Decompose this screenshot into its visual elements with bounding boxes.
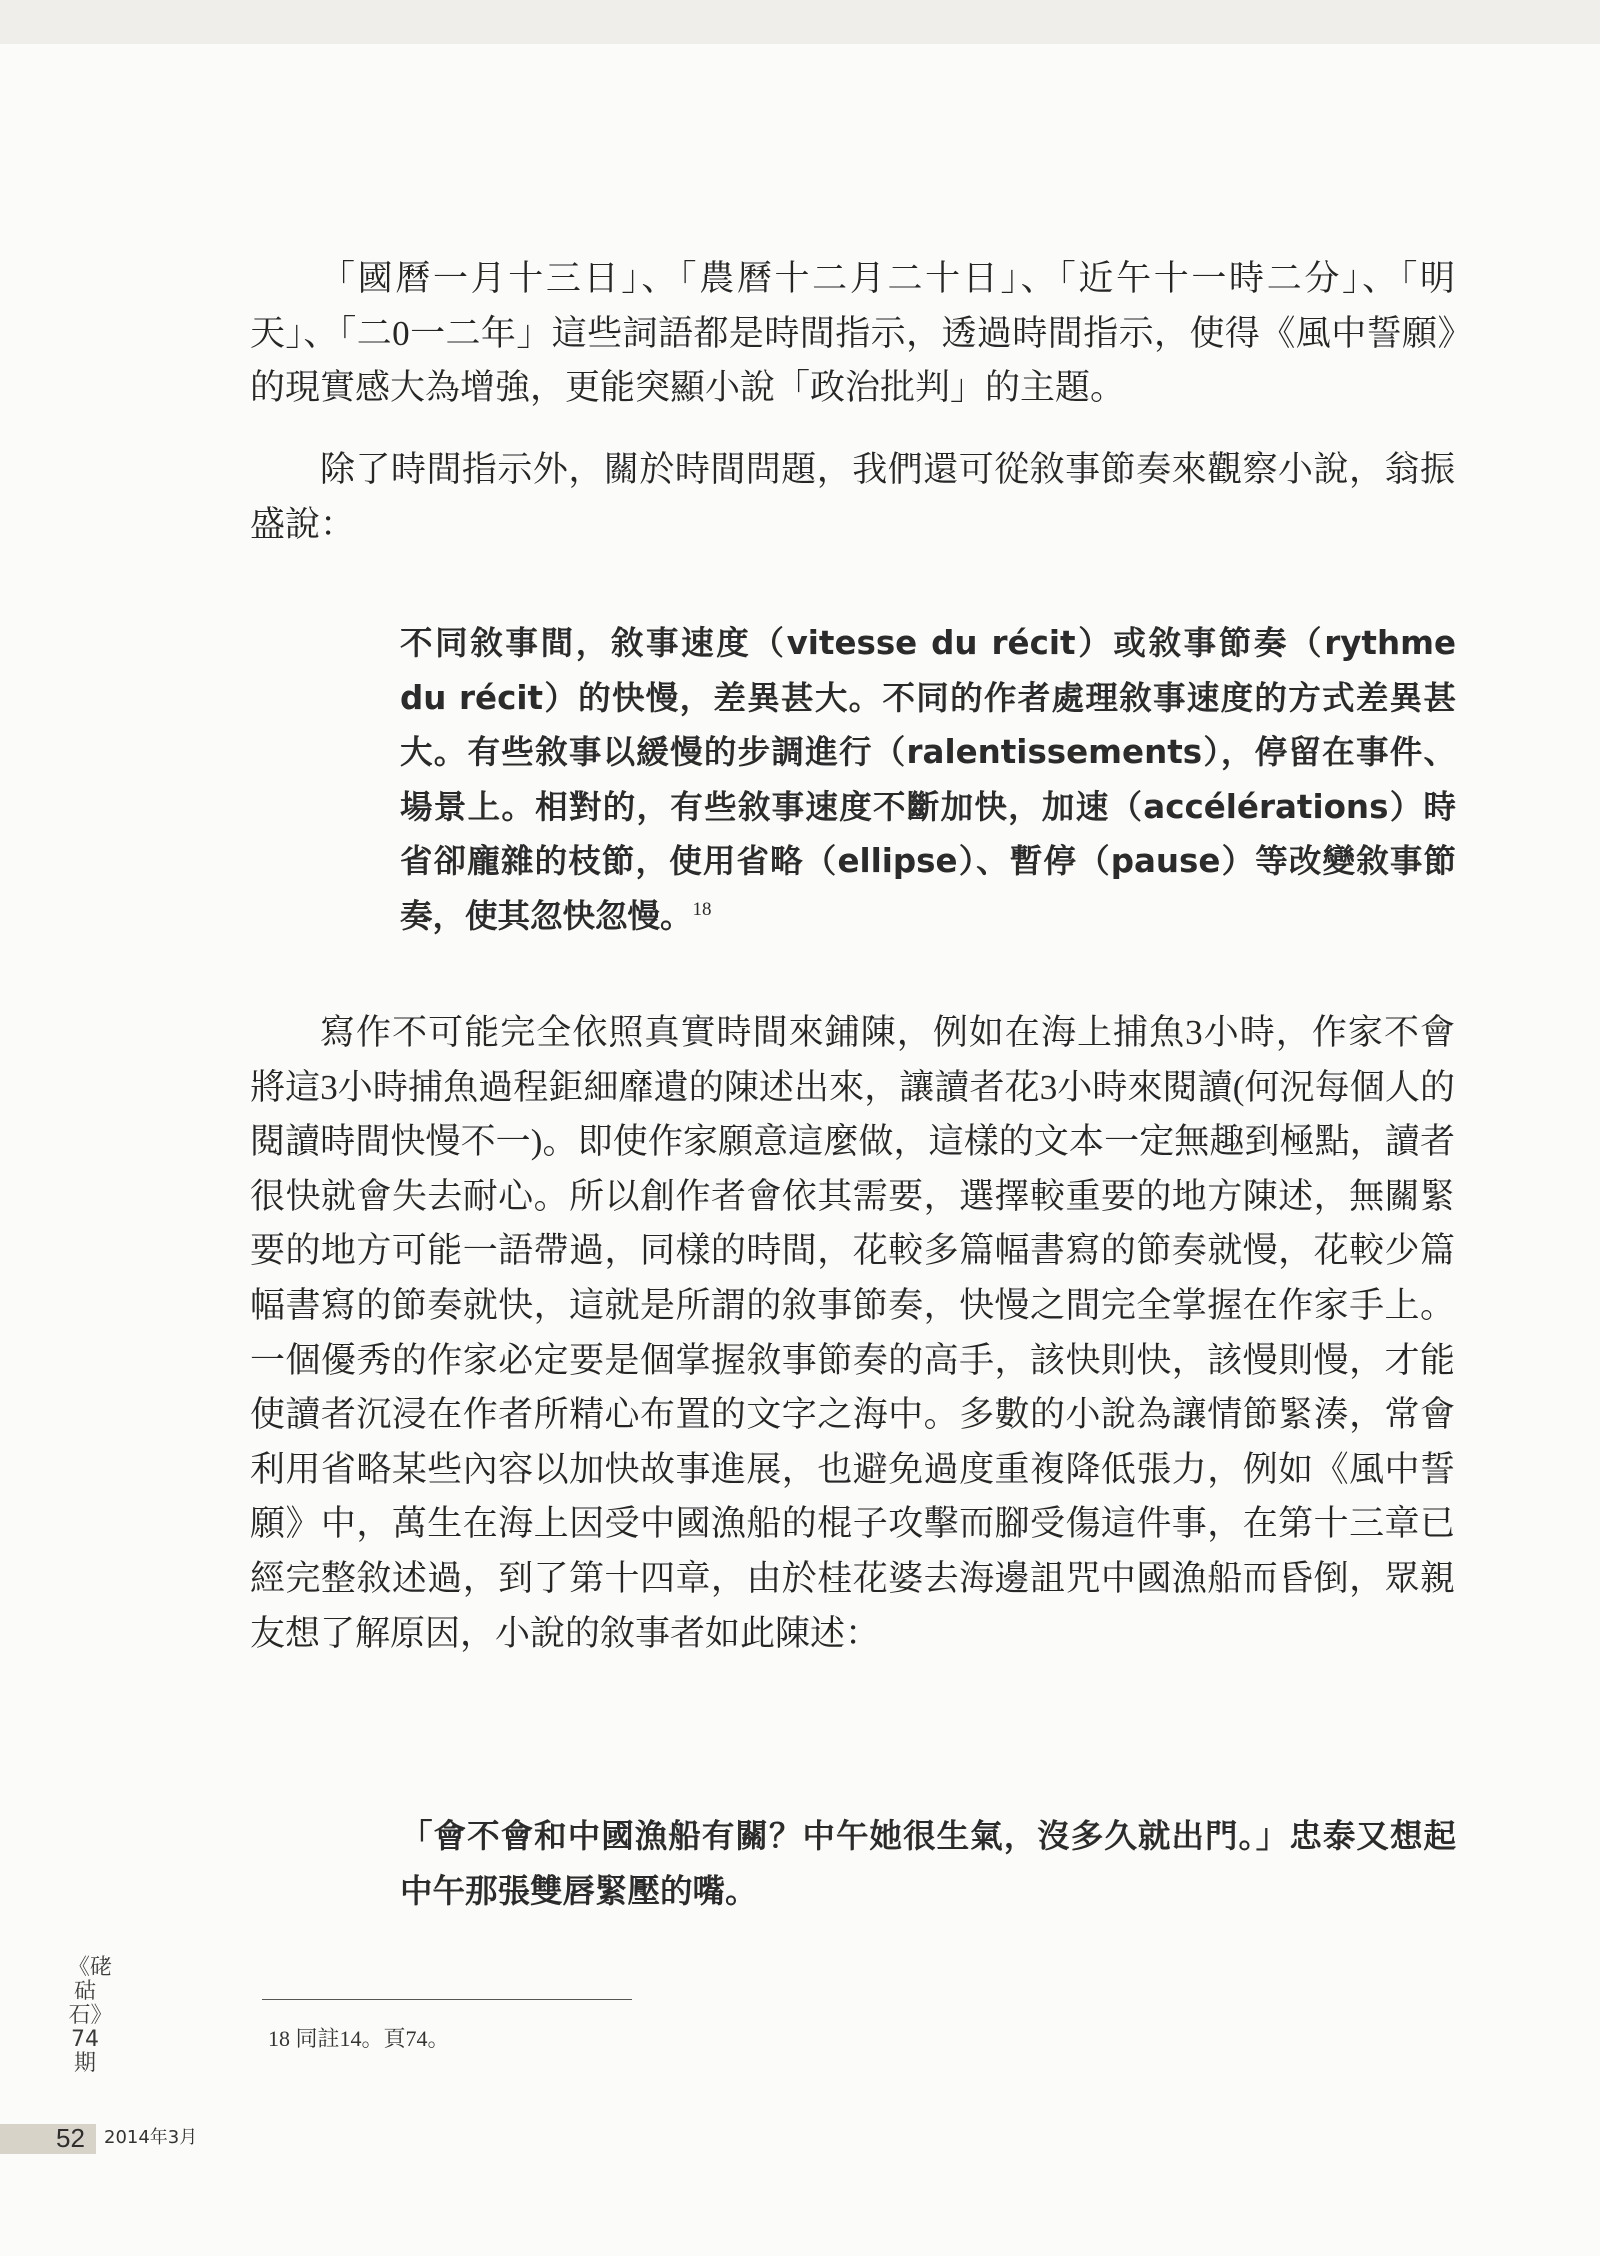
quote-text-wrapper <box>400 616 1456 944</box>
journal-title-vertical: 《硓𥑮石》74期 <box>68 1955 113 2076</box>
paragraph-text: 除了時間指示外，關於時間問題，我們還可從敘事節奏來觀察小說，翁振盛說： <box>250 450 1455 544</box>
quote-text: 「會不會和中國漁船有關？中午她很生氣，沒多久就出門。」忠泰又想起中午那張雙唇緊壓的嘴。 <box>400 1817 1456 1910</box>
paragraph-text: 寫作不可能完全依照真實時間來鋪陳，例如在海上捕魚3小時，作家不會將這3小時捕魚過程鉅細靡遺的陳述出來，讓讀者花3小時來閱讀(何況每個人的閱讀時間快慢不一)。即使作家願意這麼做，這樣的文本一定無趣到極點，讀者很快就會失去耐心。所以創作者會依其需要，選擇較重要的地方陳述，無關緊要的地方可能一語帶過，同樣的時間，花較多篇幅書寫的節奏就慢，花較少篇幅書寫的節奏就快，這就是所謂的敘事節奏，快慢之間完全掌握在作家手上。一個優秀的作家必定要是個掌握敘事節奏的高手，該快則快，該慢則慢，才能使讀者沉浸在作者所精心布置的文字之海中。多數的小說為讓情節緊湊，常會利用省略某些內容以加快故事進展，也避免過度重複降低張力，例如《風中誓願》中，萬生在海上因受中國漁船的棍子攻擊而腳受傷這件事，在第十三章已經完整敘述過，到了第十四章，由於桂花婆去海邊詛咒中國漁船而昏倒，眾親友想了解原因，小說的敘事者如此陳述： <box>250 1013 1455 1653</box>
footnote-marker: 18 <box>692 899 712 921</box>
footnote-divider <box>262 1999 632 2000</box>
issue-date: 2014年3月 <box>104 2127 198 2148</box>
body-paragraph-1 <box>250 252 1455 416</box>
body-paragraph-2 <box>250 443 1455 552</box>
block-quote-1 <box>400 616 1456 944</box>
block-quote-2 <box>400 1809 1456 1918</box>
body-paragraph-3 <box>250 1006 1455 1661</box>
paragraph-text: 「國曆一月十三日」、「農曆十二月二十日」、「近午十一時二分」、「明天」、「二0一二年」這些詞語都是時間指示，透過時間指示，使得《風中誓願》的現實感大為增強，更能突顯小說「政治批判」的主題。 <box>250 259 1455 408</box>
footnote: 18 同註14。頁74。 <box>268 2026 450 2051</box>
quote-text: 不同敘事間，敘事速度（vitesse du récit）或敘事節奏（rythme du récit）的快慢，差異甚大。不同的作者處理敘事速度的方式差異甚大。有些敘事以緩慢的步調進行（ralentissements），停留在事件、場景上。相對的，有些敘事速度不斷加快，加速（accélérations）時省卻龐雜的枝節，使用省略（ellipse）、暫停（pause）等改變敘事節奏，使其忽快忽慢。 <box>400 624 1456 935</box>
page-top-band <box>0 0 1600 44</box>
page-number: 52 <box>56 2123 85 2153</box>
